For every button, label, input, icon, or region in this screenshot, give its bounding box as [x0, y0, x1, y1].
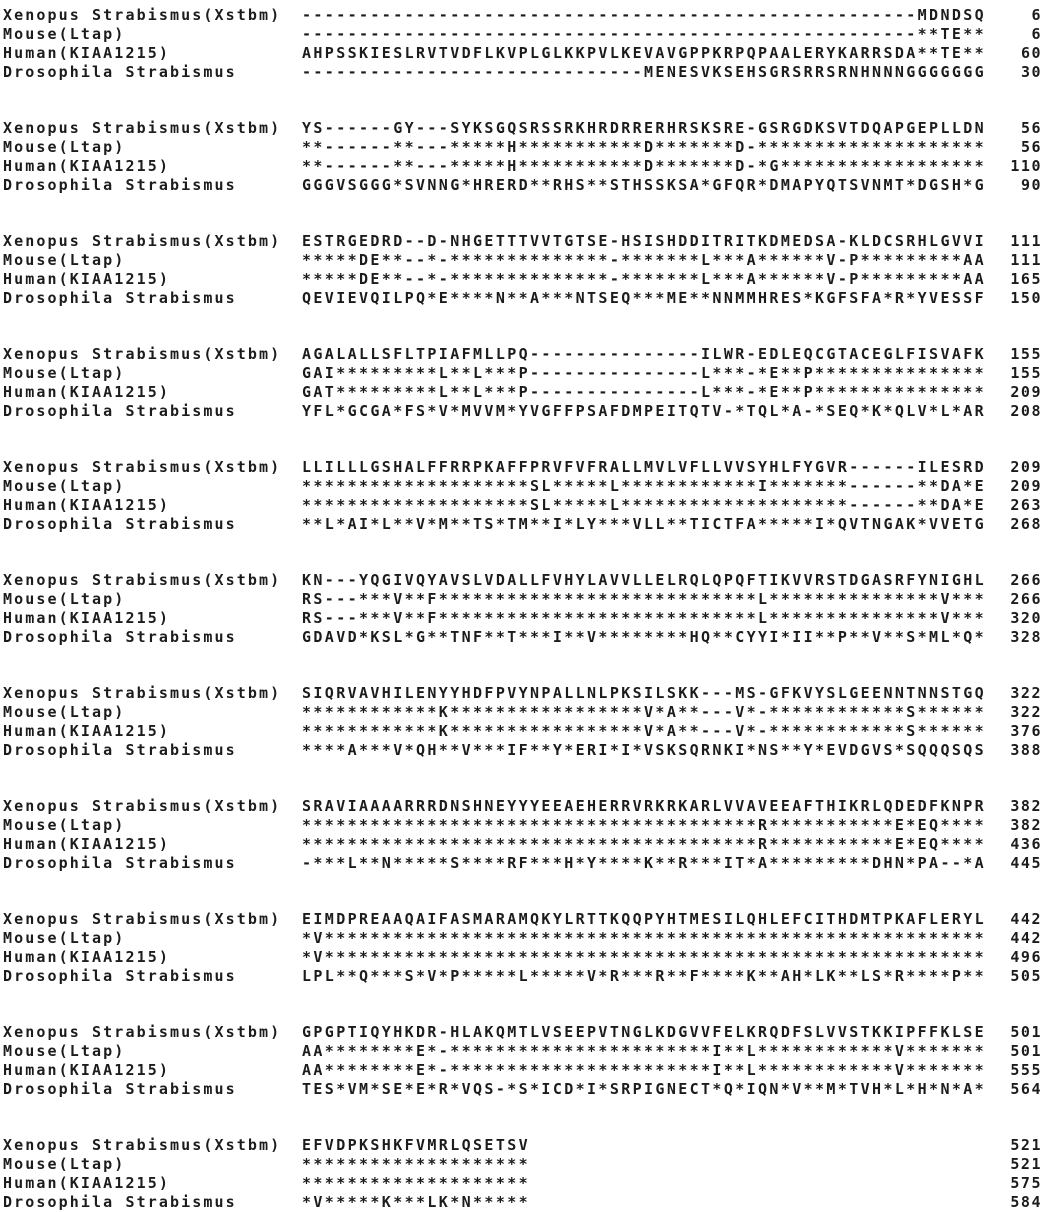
alignment-block — [0, 910, 1048, 986]
residue-number: 442 — [1010, 910, 1042, 928]
sequence-text: GAT*********L**L***P---------------L***-*E**P*************** — [302, 383, 987, 401]
residue-number: 60 — [1020, 44, 1042, 62]
alignment-block — [0, 458, 1048, 534]
sequence-text: ****************************************R***********E*EQ**** — [302, 835, 987, 853]
sequence-text: EFVDPKSHKFVMRLQSETSV — [302, 1136, 531, 1154]
residue-number: 564 — [1010, 1080, 1042, 1098]
sequence-text: KN---YQGIVQYAVSLVDALLFVHYLAVVLLELRQLQPQFTIKVVRSTDGASRFYNIGHL — [302, 571, 987, 589]
species-label: Mouse(Ltap) — [3, 1042, 126, 1060]
residue-number: 30 — [1020, 63, 1042, 81]
residue-number: 382 — [1010, 797, 1042, 815]
species-label: Drosophila Strabismus — [3, 1080, 237, 1098]
residue-number: 388 — [1010, 741, 1042, 759]
species-label: Human(KIAA1215) — [3, 383, 170, 401]
species-label: Mouse(Ltap) — [3, 25, 126, 43]
residue-number: 155 — [1010, 345, 1042, 363]
alignment-row — [0, 289, 1048, 308]
residue-number: 165 — [1010, 270, 1042, 288]
sequence-text: TES*VM*SE*E*R*VQS-*S*ICD*I*SRPIGNECT*Q*IQN*V**M*TVH*L*H*N*A* — [302, 1080, 987, 1098]
alignment-row — [0, 6, 1048, 25]
sequence-text: **------**---*****H***********D*******D-******************** — [302, 138, 987, 156]
sequence-text: ************K*****************V*A**---V*-************S****** — [302, 703, 987, 721]
residue-number: 90 — [1020, 176, 1042, 194]
residue-number: 328 — [1010, 628, 1042, 646]
residue-number: 209 — [1010, 383, 1042, 401]
alignment-row — [0, 1061, 1048, 1080]
alignment-block — [0, 571, 1048, 647]
alignment-block — [0, 797, 1048, 873]
alignment-row — [0, 609, 1048, 628]
residue-number: 436 — [1010, 835, 1042, 853]
residue-number: 445 — [1010, 854, 1042, 872]
sequence-text: ********************SL*****L********************------**DA*E — [302, 496, 987, 514]
species-label: Xenopus Strabismus(Xstbm) — [3, 345, 282, 363]
species-label: Human(KIAA1215) — [3, 157, 170, 175]
species-label: Human(KIAA1215) — [3, 1174, 170, 1192]
alignment-row — [0, 1023, 1048, 1042]
sequence-text: YS------GY---SYKSGQSRSSRKHRDRRERHRSKSRE-GSRGDKSVTDQAPGEPLLDN — [302, 119, 987, 137]
species-label: Xenopus Strabismus(Xstbm) — [3, 1023, 282, 1041]
alignment-row — [0, 458, 1048, 477]
sequence-text: AA********E*-***********************I**L************V******* — [302, 1061, 987, 1079]
alignment-row — [0, 515, 1048, 534]
residue-number: 56 — [1020, 138, 1042, 156]
residue-number: 6 — [1031, 6, 1042, 24]
species-label: Human(KIAA1215) — [3, 948, 170, 966]
alignment-row — [0, 251, 1048, 270]
sequence-text: -***L**N*****S****RF***H*Y****K**R***IT*A*********DHN*PA--*A — [302, 854, 987, 872]
alignment-row — [0, 590, 1048, 609]
alignment-row — [0, 1174, 1048, 1193]
alignment-row — [0, 44, 1048, 63]
sequence-text: ------------------------------------------------------MDNDSQ — [302, 6, 987, 24]
alignment-block — [0, 119, 1048, 195]
species-label: Drosophila Strabismus — [3, 1193, 237, 1211]
species-label: Drosophila Strabismus — [3, 628, 237, 646]
residue-number: 111 — [1010, 232, 1042, 250]
residue-number: 505 — [1010, 967, 1042, 985]
sequence-text: SIQRVAVHILENYYHDFPVYNPALLNLPKSILSKK---MS-GFKVYSLGEENNTNNSTGQ — [302, 684, 987, 702]
sequence-text: GGGVSGGG*SVNNG*HRERD**RHS**STHSSKSA*GFQR*DMAPYQTSVNMT*DGSH*G — [302, 176, 987, 194]
species-label: Xenopus Strabismus(Xstbm) — [3, 684, 282, 702]
sequence-text: GAI*********L**L***P---------------L***-*E**P*************** — [302, 364, 987, 382]
species-label: Human(KIAA1215) — [3, 835, 170, 853]
sequence-text: LLILLLGSHALFFRRPKAFFPRVFVFRALLMVLVFLLVVSYHLFYGVR------ILESRD — [302, 458, 987, 476]
sequence-text: *V********************************************************** — [302, 929, 987, 947]
residue-number: 56 — [1020, 119, 1042, 137]
sequence-text: ************K*****************V*A**---V*-************S****** — [302, 722, 987, 740]
residue-number: 110 — [1010, 157, 1042, 175]
alignment-block — [0, 232, 1048, 308]
alignment-row — [0, 232, 1048, 251]
species-label: Xenopus Strabismus(Xstbm) — [3, 910, 282, 928]
residue-number: 208 — [1010, 402, 1042, 420]
alignment-row — [0, 628, 1048, 647]
alignment-row — [0, 741, 1048, 760]
sequence-text: ------------------------------------------------------**TE** — [302, 25, 987, 43]
sequence-text: QEVIEVQILPQ*E****N**A***NTSEQ***ME**NNMMHRES*KGFSFA*R*YVESSF — [302, 289, 987, 307]
residue-number: 263 — [1010, 496, 1042, 514]
alignment-row — [0, 364, 1048, 383]
residue-number: 382 — [1010, 816, 1042, 834]
sequence-text: AGALALLSFLTPIAFMLLPQ---------------ILWR-EDLEQCGTACEGLFISVAFK — [302, 345, 987, 363]
residue-number: 111 — [1010, 251, 1042, 269]
residue-number: 320 — [1010, 609, 1042, 627]
alignment-block — [0, 345, 1048, 421]
alignment-row — [0, 402, 1048, 421]
residue-number: 575 — [1010, 1174, 1042, 1192]
sequence-text: *****DE**--*-**************-*******L***A******V-P*********AA — [302, 270, 987, 288]
alignment-row — [0, 854, 1048, 873]
sequence-text: RS---***V**F****************************L***************V*** — [302, 609, 987, 627]
alignment-row — [0, 835, 1048, 854]
alignment-row — [0, 119, 1048, 138]
alignment-block — [0, 1023, 1048, 1099]
sequence-text: ESTRGEDRD--D-NHGETTTVVTGTSE-HSISHDDITRITKDMEDSA-KLDCSRHLGVVI — [302, 232, 987, 250]
species-label: Mouse(Ltap) — [3, 1155, 126, 1173]
species-label: Xenopus Strabismus(Xstbm) — [3, 1136, 282, 1154]
species-label: Human(KIAA1215) — [3, 496, 170, 514]
sequence-text: RS---***V**F****************************L***************V*** — [302, 590, 987, 608]
alignment-row — [0, 703, 1048, 722]
sequence-text: GPGPTIQYHKDR-HLAKQMTLVSEEPVTNGLKDGVVFELKRQDFSLVVSTKKIPFFKLSE — [302, 1023, 987, 1041]
species-label: Human(KIAA1215) — [3, 1061, 170, 1079]
species-label: Drosophila Strabismus — [3, 63, 237, 81]
residue-number: 209 — [1010, 477, 1042, 495]
residue-number: 6 — [1031, 25, 1042, 43]
species-label: Mouse(Ltap) — [3, 703, 126, 721]
species-label: Drosophila Strabismus — [3, 402, 237, 420]
sequence-text: ******************** — [302, 1174, 531, 1192]
alignment-row — [0, 1136, 1048, 1155]
residue-number: 501 — [1010, 1042, 1042, 1060]
sequence-text: ****************************************R***********E*EQ**** — [302, 816, 987, 834]
residue-number: 155 — [1010, 364, 1042, 382]
alignment-row — [0, 684, 1048, 703]
sequence-text: EIMDPREAAQAIFASMARAMQKYLRTTKQQPYHTMESILQHLEFCITHDMTPKAFLERYL — [302, 910, 987, 928]
species-label: Mouse(Ltap) — [3, 138, 126, 156]
alignment-row — [0, 797, 1048, 816]
sequence-text: ********************SL*****L************I*******------**DA*E — [302, 477, 987, 495]
alignment-row — [0, 138, 1048, 157]
alignment-row — [0, 967, 1048, 986]
alignment-block — [0, 1136, 1048, 1212]
alignment-row — [0, 157, 1048, 176]
species-label: Human(KIAA1215) — [3, 609, 170, 627]
alignment-row — [0, 722, 1048, 741]
sequence-text: *****DE**--*-**************-*******L***A******V-P*********AA — [302, 251, 987, 269]
species-label: Drosophila Strabismus — [3, 854, 237, 872]
species-label: Xenopus Strabismus(Xstbm) — [3, 6, 282, 24]
species-label: Mouse(Ltap) — [3, 364, 126, 382]
alignment-row — [0, 270, 1048, 289]
residue-number: 555 — [1010, 1061, 1042, 1079]
species-label: Xenopus Strabismus(Xstbm) — [3, 571, 282, 589]
sequence-text: ------------------------------MENESVKSEHSGRSRRSRNHNNNGGGGGGG — [302, 63, 987, 81]
species-label: Xenopus Strabismus(Xstbm) — [3, 458, 282, 476]
alignment-row — [0, 477, 1048, 496]
species-label: Mouse(Ltap) — [3, 816, 126, 834]
alignment-row — [0, 496, 1048, 515]
alignment-row — [0, 929, 1048, 948]
sequence-text: AA********E*-***********************I**L************V******* — [302, 1042, 987, 1060]
species-label: Mouse(Ltap) — [3, 251, 126, 269]
residue-number: 322 — [1010, 703, 1042, 721]
residue-number: 501 — [1010, 1023, 1042, 1041]
species-label: Human(KIAA1215) — [3, 270, 170, 288]
sequence-text: ******************** — [302, 1155, 531, 1173]
species-label: Human(KIAA1215) — [3, 44, 170, 62]
species-label: Xenopus Strabismus(Xstbm) — [3, 232, 282, 250]
alignment-row — [0, 383, 1048, 402]
alignment-row — [0, 63, 1048, 82]
residue-number: 496 — [1010, 948, 1042, 966]
species-label: Xenopus Strabismus(Xstbm) — [3, 797, 282, 815]
alignment-row — [0, 910, 1048, 929]
residue-number: 442 — [1010, 929, 1042, 947]
alignment-row — [0, 571, 1048, 590]
residue-number: 521 — [1010, 1136, 1042, 1154]
residue-number: 209 — [1010, 458, 1042, 476]
sequence-text: **------**---*****H***********D*******D-*G****************** — [302, 157, 987, 175]
alignment-row — [0, 345, 1048, 364]
sequence-text: GDAVD*KSL*G**TNF**T***I**V********HQ**CYYI*II**P**V**S*ML*Q* — [302, 628, 987, 646]
residue-number: 584 — [1010, 1193, 1042, 1211]
species-label: Drosophila Strabismus — [3, 289, 237, 307]
alignment-row — [0, 948, 1048, 967]
sequence-text: YFL*GCGA*FS*V*MVVM*YVGFFPSAFDMPEITQTV-*TQL*A-*SEQ*K*QLV*L*AR — [302, 402, 987, 420]
sequence-text: LPL**Q***S*V*P*****L*****V*R***R**F****K**AH*LK**LS*R****P** — [302, 967, 987, 985]
sequence-text: SRAVIAAAARRRDNSHNEYYYEEAEHERRVRKRKARLVVAVEEAFTHIKRLQDEDFKNPR — [302, 797, 987, 815]
alignment-row — [0, 1080, 1048, 1099]
residue-number: 268 — [1010, 515, 1042, 533]
sequence-text: *V*****K***LK*N***** — [302, 1193, 531, 1211]
species-label: Drosophila Strabismus — [3, 515, 237, 533]
species-label: Drosophila Strabismus — [3, 741, 237, 759]
alignment-row — [0, 176, 1048, 195]
species-label: Drosophila Strabismus — [3, 176, 237, 194]
residue-number: 322 — [1010, 684, 1042, 702]
residue-number: 266 — [1010, 590, 1042, 608]
species-label: Human(KIAA1215) — [3, 722, 170, 740]
residue-number: 521 — [1010, 1155, 1042, 1173]
sequence-text: *V********************************************************** — [302, 948, 987, 966]
alignment-row — [0, 816, 1048, 835]
sequence-text: ****A***V*QH**V***IF**Y*ERI*I*VSKSQRNKI*NS**Y*EVDGVS*SQQQSQS — [302, 741, 987, 759]
sequence-text: AHPSSKIESLRVTVDFLKVPLGLKKPVLKEVAVGPPKRPQPAALERYKARRSDA**TE** — [302, 44, 987, 62]
species-label: Drosophila Strabismus — [3, 967, 237, 985]
residue-number: 376 — [1010, 722, 1042, 740]
species-label: Mouse(Ltap) — [3, 477, 126, 495]
species-label: Xenopus Strabismus(Xstbm) — [3, 119, 282, 137]
sequence-text: **L*AI*L**V*M**TS*TM**I*LY***VLL**TICTFA*****I*QVTNGAK*VVETG — [302, 515, 987, 533]
alignment-block — [0, 684, 1048, 760]
residue-number: 266 — [1010, 571, 1042, 589]
species-label: Mouse(Ltap) — [3, 590, 126, 608]
alignment-row — [0, 1155, 1048, 1174]
alignment-row — [0, 1042, 1048, 1061]
species-label: Mouse(Ltap) — [3, 929, 126, 947]
residue-number: 150 — [1010, 289, 1042, 307]
alignment-row — [0, 1193, 1048, 1212]
alignment-row — [0, 25, 1048, 44]
alignment-block — [0, 6, 1048, 82]
